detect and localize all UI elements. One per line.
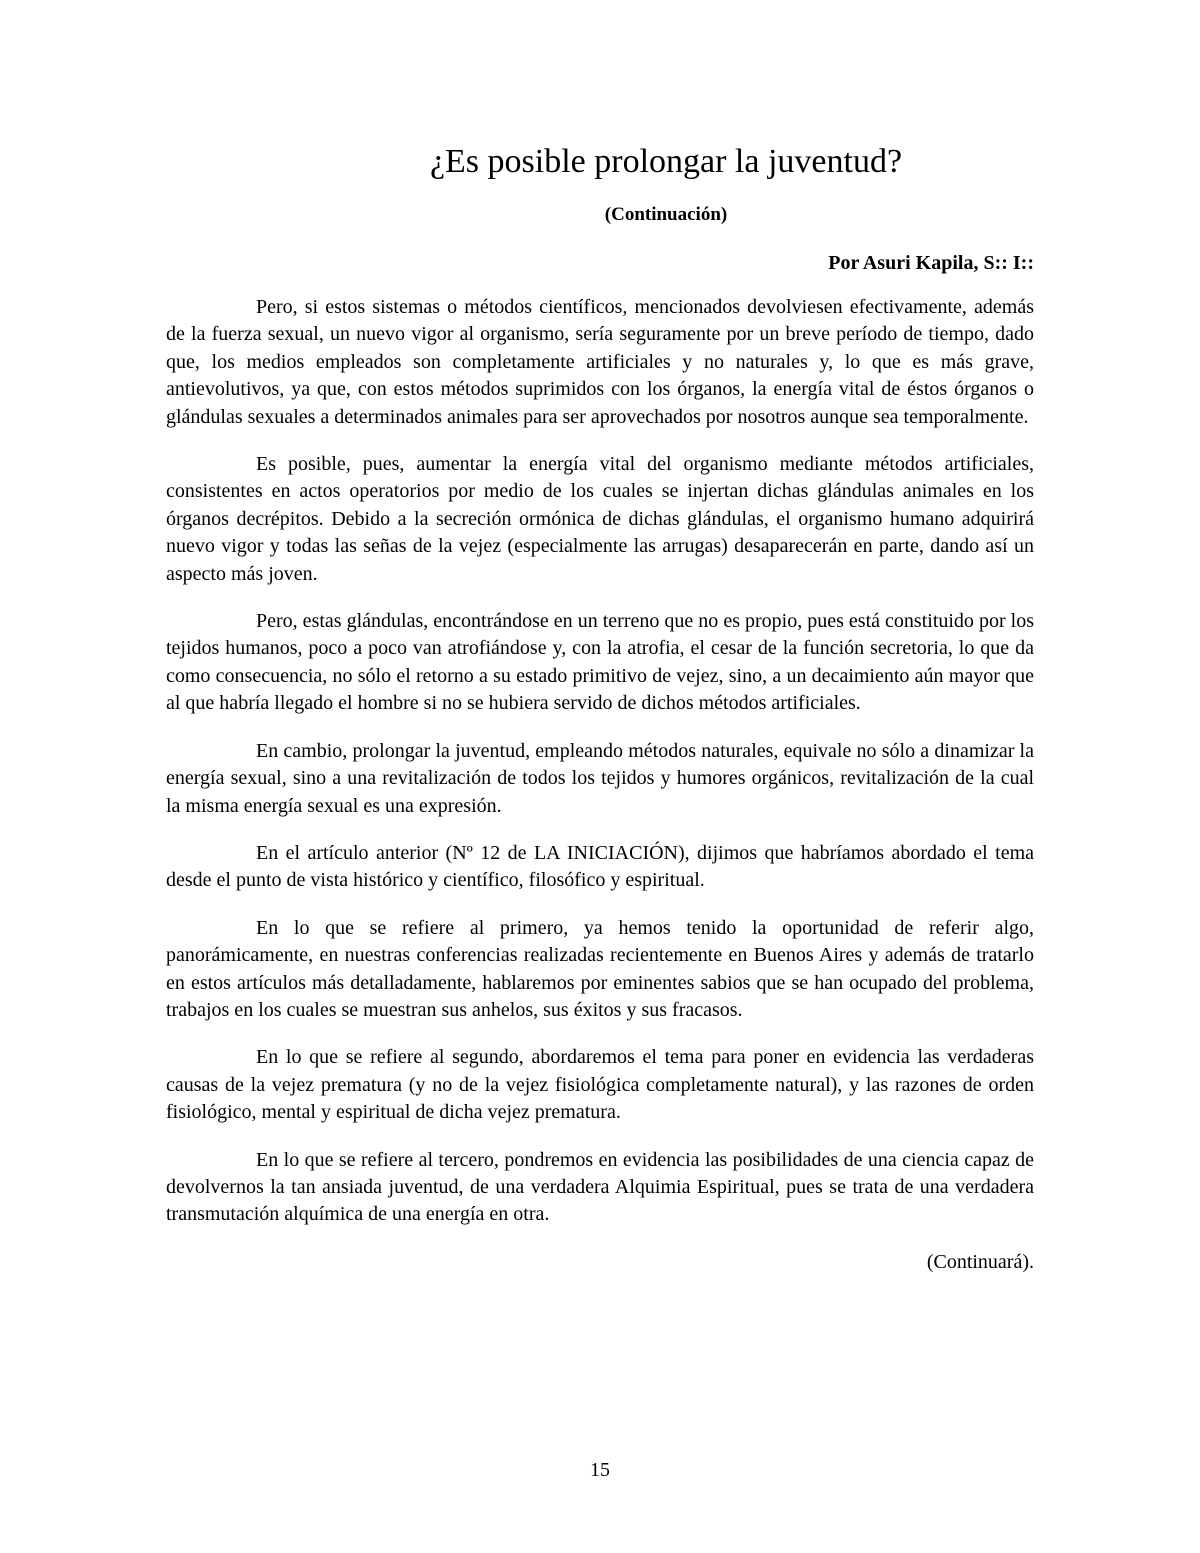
paragraph: En lo que se refiere al tercero, pondremos en evidencia las posibilidades de una ciencia capaz de devolvernos la tan ansiada juventud, de una verdadera Alquimia Espiritual, pues se trata de una verdadera transmutación alquímica de una energía en otra. — [166, 1148, 1034, 1226]
page-number: 15 — [590, 1459, 610, 1481]
paragraph: En lo que se refiere al segundo, abordaremos el tema para poner en evidencia las verdaderas causas de la vejez prematura (y no de la vejez fisiológica completamente natural), y las razones de orden fisiológico, mental y espiritual de dicha vejez prematura. — [166, 1046, 1034, 1124]
paragraph: En lo que se refiere al primero, ya hemos tenido la oportunidad de referir algo, panorámicamente, en nuestras conferencias realizadas recientemente en Buenos Aires y además de tratarlo en estos artículos más detalladamente, hablaremos por eminentes sabios que se han ocupado del problema, trabajos en los cuales se muestran sus anhelos, sus éxitos y sus fracasos. — [166, 916, 1034, 1021]
article-byline: Por Asuri Kapila, S:: I:: — [828, 252, 1034, 274]
paragraph: Pero, si estos sistemas o métodos científicos, mencionados devolviesen efectivamente, además de la fuerza sexual, un nuevo vigor al organismo, sería seguramente por un breve período de tiempo, dado que, los medios empleados son completamente artificiales y no naturales y, lo que es más grave, antievolutivos, ya que, con estos métodos suprimidos con los órganos, la energía vital de éstos órganos o glándulas sexuales a determinados animales para ser aprovechados por nosotros aunque sea temporalmente. — [166, 296, 1034, 428]
continuation-note: (Continuará). — [926, 1250, 1034, 1273]
article-body — [166, 294, 1034, 1276]
paragraph: Pero, estas glándulas, encontrándose en un terreno que no es propio, pues está constituido por los tejidos humanos, poco a poco van atrofiándose y, con la atrofia, el cesar de la función secretoria, lo que da como consecuencia, no sólo el retorno a su estado primitivo de vejez, sino, a un decaimiento aún mayor que al que habría llegado el hombre si no se hubiera servido de dichos métodos artificiales. — [166, 610, 1034, 715]
paragraph: En cambio, prolongar la juventud, empleando métodos naturales, equivale no sólo a dinamizar la energía sexual, sino a una revitalización de todos los tejidos y humores orgánicos, revitalización de la cual la misma energía sexual es una expresión. — [166, 739, 1034, 817]
article-title: ¿Es posible prolongar la juventud? — [429, 143, 903, 180]
paragraph: Es posible, pues, aumentar la energía vital del organismo mediante métodos artificiales, consistentes en actos operatorios por medio de los cuales se injertan dichas glándulas animales en los órganos decrépitos. Debido a la secreción ormónica de dichas glándulas, el organismo humano adquirirá nuevo vigor y todas las señas de la vejez (especialmente las arrugas) desaparecerán en parte, dando así un aspecto más joven. — [166, 453, 1034, 585]
paragraph: En el artículo anterior (Nº 12 de LA INICIACIÓN), dijimos que habríamos abordado el tema desde el punto de vista histórico y científico, filosófico y espiritual. — [166, 841, 1034, 892]
article-subtitle: (Continuación) — [604, 204, 728, 225]
